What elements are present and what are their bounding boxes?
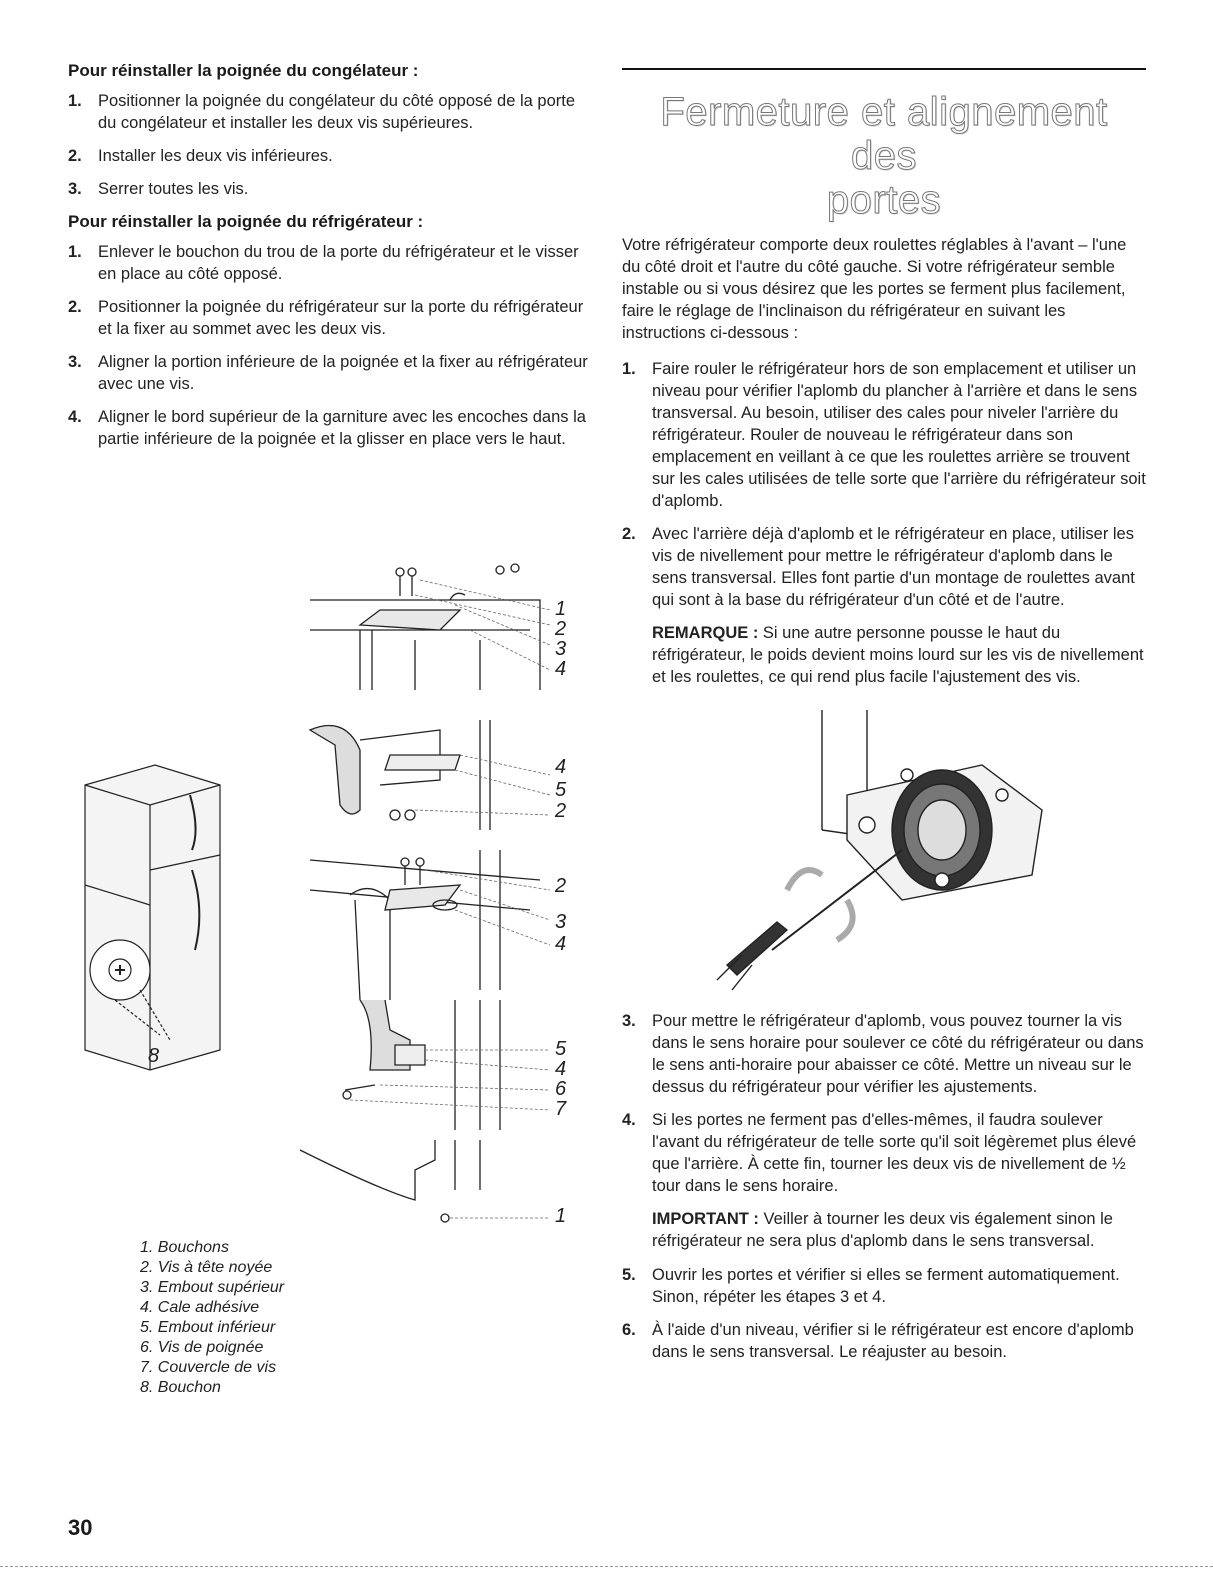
callout-4: 4 <box>555 1058 567 1080</box>
bottom-trim <box>300 1140 435 1200</box>
diagram-legend <box>140 1238 284 1398</box>
freezer-handle-top <box>360 630 372 690</box>
list-item <box>622 1109 1146 1197</box>
list-item <box>68 178 588 200</box>
callout-5: 5 <box>555 779 567 801</box>
screw-icon <box>390 810 400 820</box>
refrigerator-overview <box>85 765 220 1070</box>
plug-icon <box>496 566 504 574</box>
legend-item: 6. Vis de poignée <box>140 1339 264 1356</box>
callout-3: 3 <box>555 911 567 933</box>
list-item <box>68 90 588 134</box>
callout-8: 8 <box>148 1045 160 1067</box>
callout-2: 2 <box>555 875 567 897</box>
lower-endcap <box>395 1045 425 1065</box>
list-item <box>622 1010 1146 1098</box>
step-text: Pour mettre le réfrigérateur d'aplomb, vous pouvez tourner la vis dans le sens horaire pour soulever ce côté du réfrigérateur ou dans le sens anti-horaire pour abaisser ce côté. Mettre un niveau sur le dessus du réfrigérateur pour vérifier les ajustements. <box>652 1012 1144 1096</box>
step-number: 6. <box>622 1321 636 1339</box>
upper-endcap <box>360 610 460 630</box>
intro-paragraph: Votre réfrigérateur comporte deux roulettes réglables à l'avant – l'une du côté droit et l'autre du côté gauche. Si votre réfrigérateur semble instable ou si vous désirez que les portes se ferment plus facilement, faire le réglage de l'inclinaison du réfrigérateur en suivant les instructions ci-dessous : <box>622 236 1127 342</box>
screw-icon <box>416 858 424 866</box>
callout-2: 2 <box>555 618 567 640</box>
legend-item: 4. Cale adhésive <box>140 1299 260 1316</box>
list-item <box>68 145 588 167</box>
callout-1: 1 <box>555 598 567 620</box>
list-item <box>622 1319 1146 1363</box>
list-item <box>68 351 588 395</box>
fridge-handle-top <box>350 889 390 1000</box>
freezer-handle-steps <box>68 90 588 200</box>
page-bottom-edge <box>0 1566 1213 1567</box>
left-column <box>68 60 588 461</box>
callout-4: 4 <box>555 658 567 680</box>
list-item <box>68 296 588 340</box>
remark-text: Si une autre personne pousse le haut du réfrigérateur, le poids devient moins lourd sur les vis de nivellement et les roulettes, ce qui rend plus facile l'ajustement des vis. <box>652 624 1144 686</box>
leveling-steps-a <box>622 358 1146 611</box>
step-number: 1. <box>68 92 82 110</box>
step-text: Positionner la poignée du congélateur du côté opposé de la porte du congélateur et installer les deux vis supérieures. <box>98 92 576 132</box>
legend-item: 8. Bouchon <box>140 1379 221 1396</box>
step-number: 1. <box>68 243 82 261</box>
lower-endcap <box>385 755 460 770</box>
step-number: 2. <box>622 525 636 543</box>
list-item <box>68 406 588 450</box>
screw-icon <box>401 858 409 866</box>
step-number: 2. <box>68 298 82 316</box>
screwdriver-shaft <box>772 850 902 950</box>
step-number: 3. <box>68 180 82 198</box>
list-item <box>622 358 1146 512</box>
right-column <box>622 60 1146 1374</box>
step-number: 2. <box>68 147 82 165</box>
legend-item: 2. Vis à tête noyée <box>140 1259 273 1276</box>
fridge-handle-heading: Pour réinstaller la poignée du réfrigérateur : <box>68 212 424 231</box>
plug-icon <box>441 1214 449 1222</box>
legend-item: 5. Embout inférieur <box>140 1319 276 1336</box>
callout-6: 6 <box>555 1078 567 1100</box>
screwdriver-handle <box>727 922 787 975</box>
step-text: Ouvrir les portes et vérifier si elles se ferment automatiquement. Sinon, répéter les étapes 3 et 4. <box>652 1266 1120 1306</box>
step-number: 3. <box>622 1012 636 1030</box>
step-text: Aligner le bord supérieur de la garniture avec les encoches dans la partie inférieure de la poignée et la glisser en place vers le haut. <box>98 408 586 448</box>
screw-icon <box>859 817 875 833</box>
fridge-handle-steps <box>68 241 588 450</box>
counterclockwise-arrow-icon <box>837 900 853 940</box>
important-note <box>652 1208 1146 1252</box>
page-number: 30 <box>68 1515 93 1540</box>
roller-adjustment-diagram <box>622 700 1146 1000</box>
remark-note <box>652 622 1146 688</box>
list-item <box>68 241 588 285</box>
screw-icon <box>405 810 415 820</box>
leveling-steps-b <box>622 1010 1146 1197</box>
step-text: Positionner la poignée du réfrigérateur sur la porte du réfrigérateur et la fixer au sommet avec les deux vis. <box>98 298 584 338</box>
step-number: 1. <box>622 360 636 378</box>
screw-icon <box>901 769 913 781</box>
legend-item: 3. Embout supérieur <box>140 1279 285 1296</box>
screw-cover <box>343 1091 351 1099</box>
callout-2: 2 <box>555 800 567 822</box>
plug-icon <box>511 564 519 572</box>
screw-icon <box>408 568 416 576</box>
step-text: Enlever le bouchon du trou de la porte du réfrigérateur et le visser en place au côté opposé. <box>98 243 579 283</box>
upper-endcap <box>385 885 460 910</box>
section-title <box>622 90 1146 222</box>
step-text: Si les portes ne ferment pas d'elles-mêmes, il faudra soulever l'avant du réfrigérateur de telle sorte qu'il soit légèremet plus élevé que l'arrière. À cette fin, tourner les deux vis de nivellement de ½ tour dans le sens horaire. <box>652 1111 1137 1195</box>
step-text: Serrer toutes les vis. <box>98 180 249 198</box>
step-text: Aligner la portion inférieure de la poignée et la fixer au réfrigérateur avec une vis. <box>98 353 588 393</box>
remark-label: REMARQUE : <box>652 624 759 642</box>
step-text: Faire rouler le réfrigérateur hors de son emplacement et utiliser un niveau pour vérifier l'aplomb du plancher à l'arrière et dans le sens transversal. Au besoin, utiliser des cales pour niveler l'arrière du réfrigérateur. Rouler de nouveau le réfrigérateur dans son emplacement en veillant à ce que les roulettes arrière se trouvent sur les cales utilisées de telle sorte que l'arrière du réfrigérateur soit d'aplomb. <box>652 360 1146 510</box>
important-label: IMPORTANT : <box>652 1210 759 1228</box>
leveling-steps-c <box>622 1264 1146 1363</box>
freezer-handle-bottom <box>310 726 360 815</box>
callout-7: 7 <box>555 1098 567 1120</box>
legend-item: 1. Bouchons <box>140 1239 229 1256</box>
step-number: 3. <box>68 353 82 371</box>
callout-4: 4 <box>555 756 567 778</box>
step-number: 5. <box>622 1266 636 1284</box>
section-rule <box>622 68 1146 70</box>
list-item <box>622 523 1146 611</box>
step-number: 4. <box>622 1111 636 1129</box>
callout-1: 1 <box>555 1205 567 1227</box>
step-number: 4. <box>68 408 82 426</box>
screw-icon <box>935 873 949 887</box>
title-line: Fermeture et alignement des <box>660 90 1108 178</box>
handle-assembly-diagram <box>60 550 600 1240</box>
legend-item: 7. Couvercle de vis <box>140 1359 277 1376</box>
screw-icon <box>396 568 404 576</box>
screw-icon <box>996 789 1008 801</box>
step-text: Avec l'arrière déjà d'aplomb et le réfrigérateur en place, utiliser les vis de nivellement pour mettre le réfrigérateur d'aplomb dans le sens transversal. Elles font partie d'un montage de roulettes avant qui sont à la base du réfrigérateur d'un côté et de l'autre. <box>652 525 1135 609</box>
callout-3: 3 <box>555 638 567 660</box>
callout-4: 4 <box>555 933 567 955</box>
important-text: Veiller à tourner les deux vis également sinon le réfrigérateur ne sera plus d'aplomb dans le sens transversal. <box>652 1210 1113 1250</box>
list-item <box>622 1264 1146 1308</box>
callout-5: 5 <box>555 1038 567 1060</box>
step-text: À l'aide d'un niveau, vérifier si le réfrigérateur est encore d'aplomb dans le sens transversal. Le réajuster au besoin. <box>652 1321 1134 1361</box>
step-text: Installer les deux vis inférieures. <box>98 147 333 165</box>
title-line: portes <box>826 178 942 222</box>
clockwise-arrow-icon <box>787 870 822 890</box>
freezer-handle-heading: Pour réinstaller la poignée du congélateur : <box>68 61 419 80</box>
